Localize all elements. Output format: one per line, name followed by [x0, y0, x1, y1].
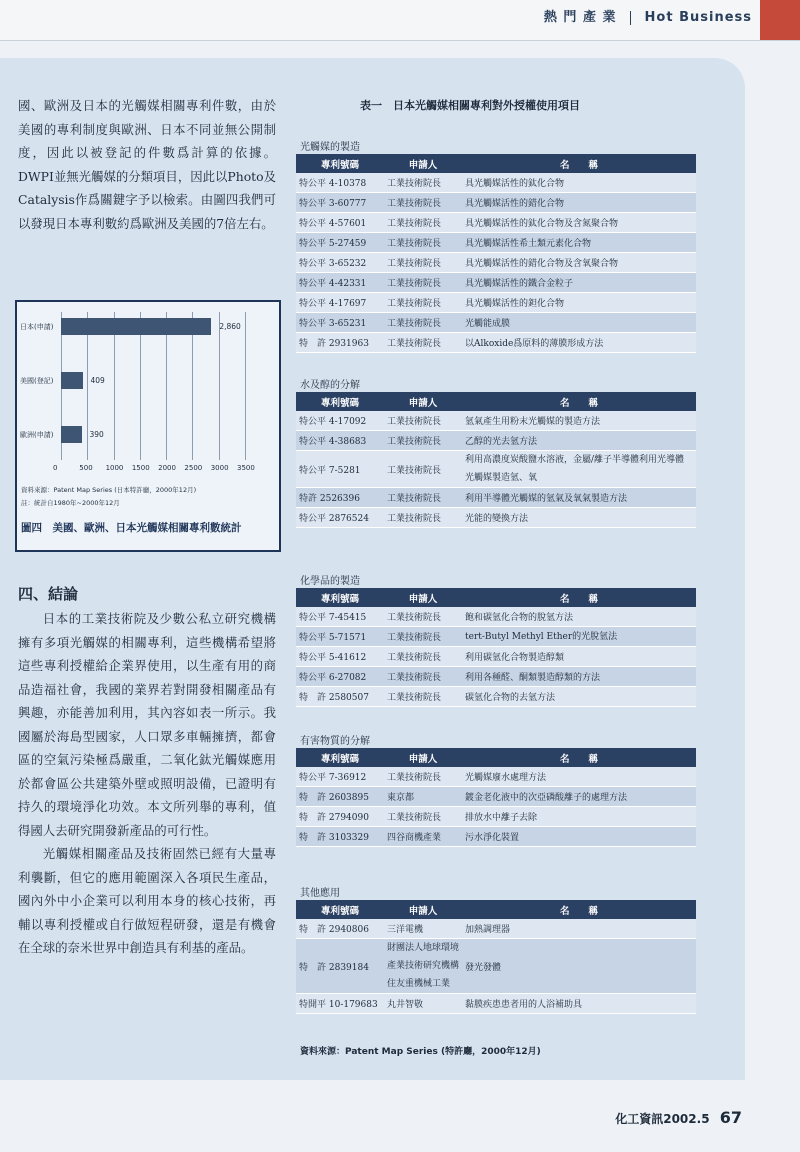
- applicant: 工業技術院長: [384, 431, 462, 451]
- bar-value-label: 390: [89, 430, 104, 439]
- section-heading: 四、結論: [18, 585, 79, 603]
- page-footer: [615, 1108, 742, 1127]
- column-header: 申請人: [384, 154, 462, 173]
- figure-source: [21, 484, 196, 510]
- column-header: 申請人: [384, 900, 462, 919]
- patent-number: 特公平 4-57601: [296, 213, 384, 233]
- figure-4: [15, 300, 281, 552]
- table-row: [296, 233, 696, 253]
- column-header: 名 稱: [462, 392, 696, 411]
- bar: [61, 372, 83, 389]
- patent-name: 具光觸媒活性的鐵合金粒子: [462, 273, 696, 293]
- patent-name: 利用碳氫化合物製造醇類: [462, 647, 696, 667]
- intro-paragraph: [18, 94, 276, 235]
- applicant: 工業技術院長: [384, 313, 462, 333]
- applicant: 工業技術院長: [384, 233, 462, 253]
- column-header: 名 稱: [462, 748, 696, 767]
- applicant: 四谷商機產業: [384, 827, 462, 847]
- patent-number: 特公平 7-5281: [296, 451, 384, 488]
- table-row: [296, 333, 696, 353]
- header-section: 熱 門 產 業: [543, 10, 617, 25]
- bar-value-label: 2,860: [219, 322, 241, 331]
- x-tick-label: 500: [79, 464, 93, 472]
- bar: [61, 426, 82, 443]
- applicant: 工業技術院長: [384, 488, 462, 508]
- table-row: [296, 994, 696, 1014]
- column-header: 名 稱: [462, 154, 696, 173]
- table-title: 表一 日本光觸媒相關專利對外授權使用項目: [360, 99, 580, 112]
- table-row: [296, 313, 696, 333]
- patent-number: 特 許 2580507: [296, 687, 384, 707]
- column-header: 名 稱: [462, 900, 696, 919]
- column-header: 專利號碼: [296, 392, 384, 411]
- applicant: 工業技術院長: [384, 687, 462, 707]
- patent-name: 利用高濃度炭酸鹽水溶液，金屬/離子半導體利用光導體光觸媒製造氫、氧: [462, 451, 696, 488]
- applicant: 工業技術院長: [384, 451, 462, 488]
- table-row: [296, 807, 696, 827]
- patent-number: 特公平 2876524: [296, 508, 384, 528]
- applicant: 工業技術院長: [384, 807, 462, 827]
- applicant: 工業技術院長: [384, 627, 462, 647]
- table-row: [296, 213, 696, 233]
- patent-name: 光能的變換方法: [462, 508, 696, 528]
- applicant: 工業技術院長: [384, 273, 462, 293]
- bar-value-label: 409: [90, 376, 105, 385]
- category-label: 美國(登記): [20, 377, 54, 385]
- patent-number: 特公平 4-42331: [296, 273, 384, 293]
- patent-name: 氫氣產生用粉末光觸媒的製造方法: [462, 411, 696, 431]
- patent-number: 特 許 2794090: [296, 807, 384, 827]
- patent-name: 鍍金老化液中的次亞磷酸離子的處理方法: [462, 787, 696, 807]
- patent-number: 特公平 4-17092: [296, 411, 384, 431]
- table-row: [296, 431, 696, 451]
- grid-line: [219, 312, 220, 460]
- conclusion-body: [18, 607, 276, 960]
- patent-name: tert-Butyl Methyl Ether的光脫氫法: [462, 627, 696, 647]
- patent-name: 飽和碳氫化合物的脫氫方法: [462, 607, 696, 627]
- patent-number: 特公平 6-27082: [296, 667, 384, 687]
- table-row: [296, 919, 696, 939]
- page-number: 67: [719, 1108, 742, 1127]
- patent-name: 以Alkoxide爲原料的薄膜形成方法: [462, 333, 696, 353]
- x-tick-label: 1000: [105, 464, 124, 472]
- table-group-title: 有害物質的分解: [300, 736, 370, 747]
- column-header: 名 稱: [462, 588, 696, 607]
- applicant: 東京都: [384, 787, 462, 807]
- category-label: 日本(申請): [20, 323, 54, 331]
- patent-number: 特公平 7-45415: [296, 607, 384, 627]
- patent-number: 特公平 5-41612: [296, 647, 384, 667]
- table-row: [296, 173, 696, 193]
- applicant: 工業技術院長: [384, 333, 462, 353]
- patent-number: 特公平 5-71571: [296, 627, 384, 647]
- table-row: [296, 687, 696, 707]
- patent-name: 黏膜疾患患者用的人浴補助具: [462, 994, 696, 1014]
- header-accent-bar: [760, 0, 800, 40]
- applicant: 工業技術院長: [384, 508, 462, 528]
- column-header: 專利號碼: [296, 588, 384, 607]
- footer-journal: 化工資訊2002.5: [615, 1112, 710, 1126]
- x-tick-label: 3000: [210, 464, 229, 472]
- applicant: 工業技術院長: [384, 647, 462, 667]
- patent-number: 特公平 4-38683: [296, 431, 384, 451]
- patent-table: [296, 392, 696, 528]
- patent-name: 具光觸媒活性的鈦化合物: [462, 173, 696, 193]
- patent-name: 發光發體: [462, 939, 696, 994]
- patent-name: 利用半導體光觸媒的氫氣及氧氣製造方法: [462, 488, 696, 508]
- table-group-title: 其他應用: [300, 888, 340, 899]
- patent-name: 具光觸媒活性的錯化合物及含氧聚合物: [462, 253, 696, 273]
- figure-caption: 圖四 美國、歐洲、日本光觸媒相關專利數統計: [21, 522, 242, 534]
- table-row: [296, 488, 696, 508]
- patent-number: 特 許 2603895: [296, 787, 384, 807]
- table-source: 資料來源：Patent Map Series (特許廳，2000年12月): [300, 1047, 541, 1057]
- x-tick-label: 3500: [237, 464, 255, 472]
- patent-number: 特 許 2940806: [296, 919, 384, 939]
- x-tick-label: 0: [53, 464, 58, 472]
- patent-number: 特 許 2839184: [296, 939, 384, 994]
- table-row: [296, 193, 696, 213]
- applicant: 三洋電機: [384, 919, 462, 939]
- patent-name: 具光觸媒活性希土類元素化合物: [462, 233, 696, 253]
- column-header: 專利號碼: [296, 748, 384, 767]
- column-header: 申請人: [384, 588, 462, 607]
- patent-number: 特 許 2931963: [296, 333, 384, 353]
- table-group-title: 光觸媒的製造: [300, 142, 360, 153]
- applicant: 工業技術院長: [384, 767, 462, 787]
- header-title: [544, 6, 752, 25]
- conclusion-paragraph-1: 日本的工業技術院及少數公私立研究機構擁有多項光觸媒的相關專利，這些機構希望將這些專利授權給企業界使用，以生產有用的商品造福社會，我國的業界若對開發相關產品有興趣，亦能善加利用，其內容如表一所示。我國屬於海島型國家，人口眾多車輛擁擠，都會區的空氣污染極爲嚴重，二氧化鈦光觸媒應用於都會區公共建築外壁或照明設備，已證明有持久的環境淨化功效。本文所列舉的專利，值得國人去研究開發新產品的可行性。: [18, 611, 276, 838]
- patent-name: 具光觸媒活性的鈦化合物及含氮聚合物: [462, 213, 696, 233]
- patent-number: 特開平 10-179683: [296, 994, 384, 1014]
- patent-table: [296, 900, 696, 1014]
- table-row: [296, 627, 696, 647]
- patent-name: 污水淨化裝置: [462, 827, 696, 847]
- applicant: 工業技術院長: [384, 411, 462, 431]
- patent-number: 特公平 3-65232: [296, 253, 384, 273]
- patent-name: 具光觸媒活性的錯化合物: [462, 193, 696, 213]
- table-row: [296, 607, 696, 627]
- patent-number: 特公平 3-60777: [296, 193, 384, 213]
- applicant: 工業技術院長: [384, 173, 462, 193]
- table-row: [296, 827, 696, 847]
- page-header: [0, 0, 800, 41]
- header-english: Hot Business: [644, 10, 752, 25]
- bar: [61, 318, 211, 335]
- applicant: 工業技術院長: [384, 293, 462, 313]
- table-row: [296, 293, 696, 313]
- conclusion-paragraph-2: 光觸媒相關產品及技術固然已經有大量專利襲斷，但它的應用範圍深入各項民生產品，國內外中小企業可以利用本身的核心技術，再輔以專利授權或自行做短程研發，還是有機會在全球的奈米世界中創造具有利基的產品。: [18, 846, 276, 955]
- table-row: [296, 939, 696, 994]
- column-header: 申請人: [384, 748, 462, 767]
- table-row: [296, 667, 696, 687]
- table-group-title: 化學品的製造: [300, 576, 360, 587]
- patent-table: [296, 748, 696, 847]
- column-header: 申請人: [384, 392, 462, 411]
- applicant: 工業技術院長: [384, 253, 462, 273]
- x-tick-label: 1500: [131, 464, 150, 472]
- table-row: [296, 411, 696, 431]
- header-divider: [630, 11, 631, 25]
- patent-number: 特公平 3-65231: [296, 313, 384, 333]
- patent-name: 光觸媒廢水處理方法: [462, 767, 696, 787]
- patent-name: 乙醇的光去氫方法: [462, 431, 696, 451]
- column-header: 專利號碼: [296, 154, 384, 173]
- patent-name: 利用各種醛、酮類製造醇類的方法: [462, 667, 696, 687]
- patent-name: 加熱調理器: [462, 919, 696, 939]
- table-group-title: 水及醇的分解: [300, 380, 360, 391]
- column-header: 專利號碼: [296, 900, 384, 919]
- category-label: 歐洲(申請): [20, 431, 54, 439]
- patent-table: [296, 154, 696, 353]
- applicant: 工業技術院長: [384, 667, 462, 687]
- patent-number: 特許 2526396: [296, 488, 384, 508]
- patent-number: 特公平 4-10378: [296, 173, 384, 193]
- patent-number: 特公平 7-36912: [296, 767, 384, 787]
- applicant: 工業技術院長: [384, 607, 462, 627]
- table-row: [296, 451, 696, 488]
- x-tick-label: 2000: [158, 464, 176, 472]
- patent-name: 碳氫化合物的去氫方法: [462, 687, 696, 707]
- table-row: [296, 508, 696, 528]
- table-row: [296, 647, 696, 667]
- table-row: [296, 253, 696, 273]
- applicant: 工業技術院長: [384, 213, 462, 233]
- patent-name: 光觸能成膜: [462, 313, 696, 333]
- table-row: [296, 787, 696, 807]
- patent-name: 排放水中離子去除: [462, 807, 696, 827]
- patent-number: 特公平 5-27459: [296, 233, 384, 253]
- figure-source-line: 資料來源：Patent Map Series (日本特許廳，2000年12月): [21, 486, 197, 494]
- applicant: 丸井智敬: [384, 994, 462, 1014]
- figure-note: 註：統計自1980年~2000年12月: [21, 499, 120, 507]
- intro-text: 國、歐洲及日本的光觸媒相關專利件數，由於美國的專利制度與歐洲、日本不同並無公開制度，因此以被登記的件數爲計算的依據。DWPI並無光觸媒的分類項目，因此以Photo及Catalysis作爲關鍵字予以檢索。由圖四我們可以發現日本專利數約爲歐洲及美國的7倍左右。: [18, 98, 276, 231]
- patent-number: 特 許 3103329: [296, 827, 384, 847]
- patent-name: 具光觸媒活性的鉭化合物: [462, 293, 696, 313]
- patent-table: [296, 588, 696, 707]
- applicant: 工業技術院長: [384, 193, 462, 213]
- applicant: 財團法人地球環境產業技術研究機構住友重機械工業: [384, 939, 462, 994]
- x-tick-label: 2500: [184, 464, 203, 472]
- patent-number: 特公平 4-17697: [296, 293, 384, 313]
- table-row: [296, 767, 696, 787]
- table-row: [296, 273, 696, 293]
- grid-line: [245, 312, 246, 460]
